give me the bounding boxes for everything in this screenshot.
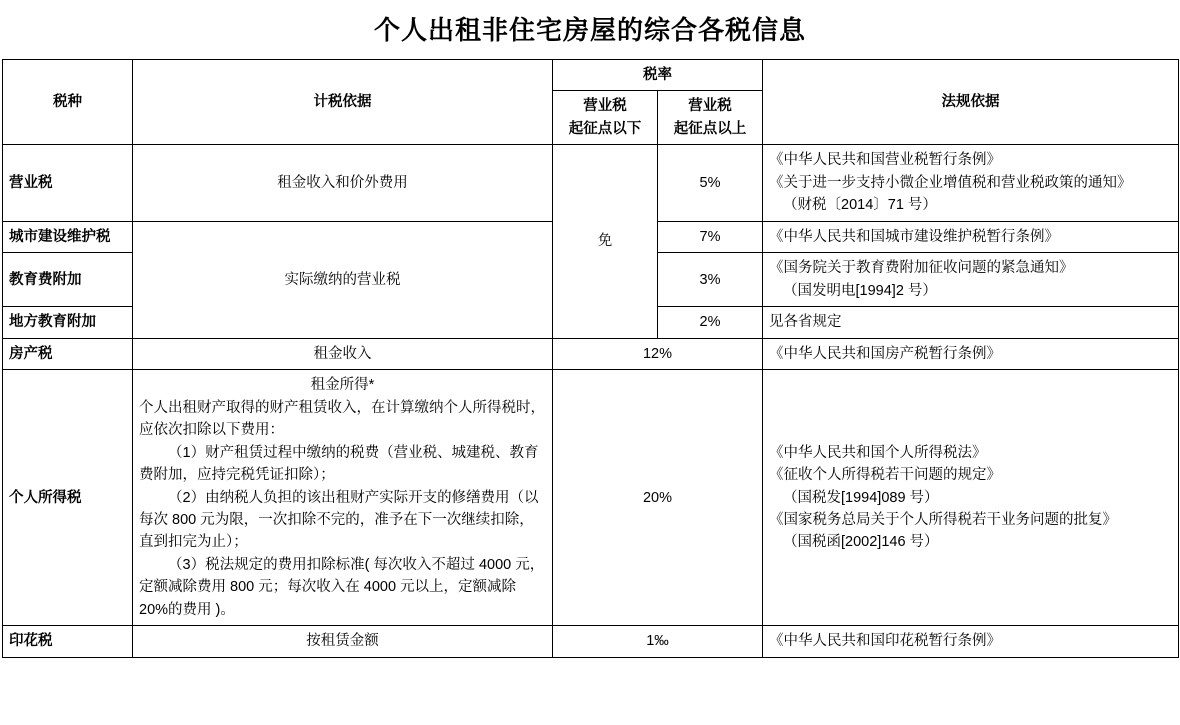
legal-line: （国发明电[1994]2 号） [783,282,937,299]
row-tax-type: 房产税 [3,338,133,369]
row-legal-basis [763,221,1179,252]
row-rate-above: 7% [658,221,763,252]
table-row [3,338,1179,369]
header-rate-above-threshold [658,91,763,145]
legal-line: 《中华人民共和国城市建设维护税暂行条例》 [769,228,1059,245]
row-legal-basis [763,626,1179,657]
income-basis-paragraph: （3）税法规定的费用扣除标准( 每次收入不超过 4000 元，定额减除费用 800 元；每次收入在 4000 元以上，定额减除 20%的费用 )。 [139,556,545,618]
row-tax-basis: 租金收入和价外费用 [133,145,553,221]
header-tax-rate-group: 税率 [553,60,763,91]
row-legal-basis [763,307,1179,338]
legal-line: 《关于进一步支持小微企业增值税和营业税政策的通知》 [769,174,1132,191]
row-tax-type: 地方教育附加 [3,307,133,338]
row-tax-type: 印花税 [3,626,133,657]
table-row [3,370,1179,626]
header-rate-above-line1: 营业税 [688,98,732,115]
legal-line: 《中华人民共和国印花税暂行条例》 [769,633,1001,650]
row-legal-basis [763,145,1179,221]
table-row [3,145,1179,221]
row-rate-merged: 20% [553,370,763,626]
row-tax-basis: 租金收入 [133,338,553,369]
row-legal-basis [763,370,1179,626]
header-legal-basis: 法规依据 [763,60,1179,145]
table-header-row-1 [3,60,1179,91]
row-tax-basis [133,370,553,626]
income-basis-paragraph: （2）由纳税人负担的该出租财产实际开支的修缮费用（以每次 800 元为限，一次扣除不完的，准予在下一次继续扣除，直到扣完为止）； [139,489,539,551]
row-legal-basis [763,253,1179,307]
legal-line: 见各省规定 [769,314,842,331]
legal-line: （国税发[1994]089 号） [783,489,939,506]
row-rate-above: 2% [658,307,763,338]
page-title: 个人出租非住宅房屋的综合各税信息 [373,15,806,45]
table-row [3,626,1179,657]
row-tax-basis: 按租赁金额 [133,626,553,657]
row-tax-type: 个人所得税 [3,370,133,626]
header-tax-type: 税种 [3,60,133,145]
header-rate-above-line2: 起征点以上 [673,120,747,137]
header-tax-basis: 计税依据 [133,60,553,145]
legal-line: （财税〔2014〕71 号） [783,197,937,214]
header-rate-below-line2: 起征点以下 [568,120,642,137]
row-rate-merged: 12% [553,338,763,369]
row-tax-type: 教育费附加 [3,253,133,307]
row-rate-above: 5% [658,145,763,221]
income-basis-title: 租金所得* [310,377,375,394]
legal-line: （国税函[2002]146 号） [783,534,939,551]
row-rate-merged: 1‰ [553,626,763,657]
row-rate-below: 免 [553,145,658,338]
legal-line: 《国务院关于教育费附加征收问题的紧急通知》 [769,260,1074,277]
income-basis-paragraph: （1）财产租赁过程中缴纳的税费（营业税、城建税、教育费附加，应持完税凭证扣除）； [139,444,539,484]
legal-line: 《中华人民共和国房产税暂行条例》 [769,345,1001,362]
header-rate-below-line1: 营业税 [583,98,627,115]
row-legal-basis [763,338,1179,369]
legal-line: 《征收个人所得税若干问题的规定》 [769,467,1001,484]
row-rate-above: 3% [658,253,763,307]
header-rate-below-threshold [553,91,658,145]
income-basis-paragraph: 个人出租财产取得的财产租赁收入，在计算缴纳个人所得税时，应依次扣除以下费用： [139,399,545,439]
tax-information-table [2,59,1179,658]
legal-line: 《国家税务总局关于个人所得税若干业务问题的批复》 [769,511,1117,528]
legal-line: 《中华人民共和国营业税暂行条例》 [769,152,1001,169]
row-tax-type: 城市建设维护税 [3,221,133,252]
row-tax-basis: 实际缴纳的营业税 [133,221,553,338]
row-tax-type: 营业税 [3,145,133,221]
legal-line: 《中华人民共和国个人所得税法》 [769,444,987,461]
